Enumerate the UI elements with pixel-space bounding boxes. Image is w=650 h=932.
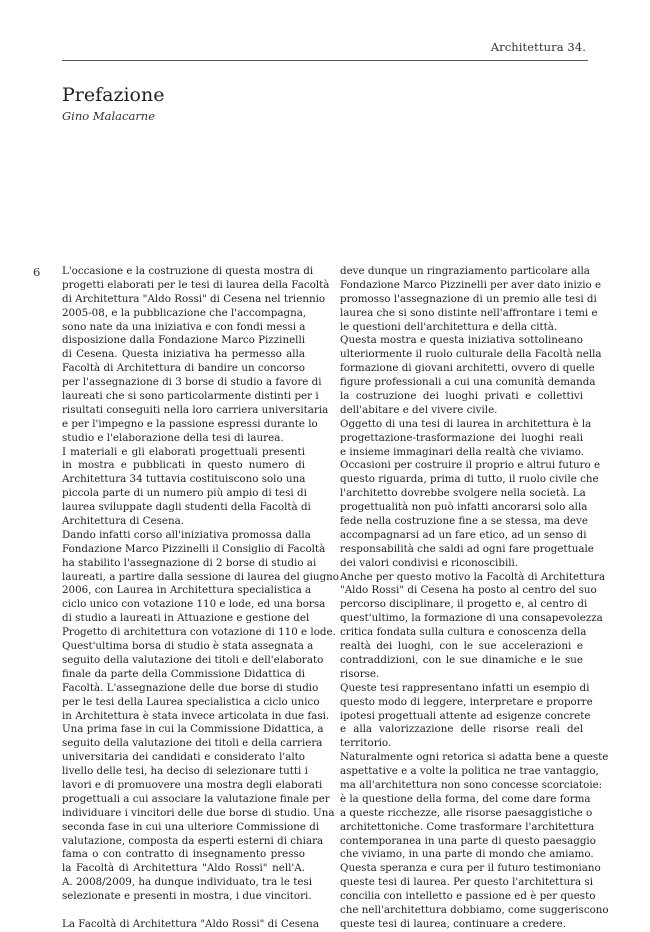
text-line: fede nella costruzione fine a se stessa, ma deve — [340, 515, 588, 528]
text-line: la Facoltà di Architettura "Aldo Rossi" nell'A. — [62, 862, 305, 875]
text-line: studio e l'elaborazione della tesi di laurea. — [62, 431, 284, 444]
text-line: universitaria dei candidati e considerato l'alto — [62, 751, 305, 764]
text-line: valutazione, composta da esperti esterni di chiara — [62, 834, 324, 847]
text-line: Oggetto di una tesi di laurea in architettura è la — [340, 417, 592, 430]
text-line: quest'ultimo, la formazione di una consapevolezza — [340, 612, 603, 625]
text-line: Naturalmente ogni retorica si adatta bene a queste — [340, 751, 609, 764]
text-line: La Facoltà di Architettura "Aldo Rossi" di Cesena — [62, 917, 319, 930]
text-line: queste tesi di laurea, continuare a credere. — [340, 917, 566, 930]
text-line: seguito della valutazione dei titoli e della carriera — [62, 737, 323, 750]
text-line: contemporanea in una parte di questo paesaggio — [340, 834, 596, 847]
text-line: è la questione della forma, del come dare forma — [340, 792, 591, 805]
text-line: "Aldo Rossi" di Cesena ha posto al centro del suo — [340, 584, 597, 597]
text-line: contraddizioni, con le sue dinamiche e le sue — [340, 653, 583, 666]
text-line: l'architetto dovrebbe svolgere nella società. La — [340, 487, 586, 500]
text-line: seguito della valutazione dei titoli e dell'elaborato — [62, 653, 324, 666]
text-line: di Architettura "Aldo Rossi" di Cesena nel triennio — [62, 292, 326, 305]
text-line: Facoltà. L'assegnazione delle due borse di studio — [62, 681, 319, 694]
text-line: questo modo di leggere, interpretare e proporre — [340, 695, 593, 708]
text-line: Questa speranza e cura per il futuro testimoniano — [340, 862, 601, 875]
text-line: Fondazione Marco Pizzinelli il Consiglio di Facoltà — [62, 542, 326, 555]
text-line: Questa mostra e questa iniziativa sottolineano — [340, 334, 583, 347]
text-line: che viviamo, in una parte di mondo che amiamo. — [340, 848, 594, 861]
text-line: la costruzione dei luoghi privati e collettivi — [340, 390, 583, 403]
text-line: disposizione dalla Fondazione Marco Pizzinelli — [62, 334, 306, 347]
text-line: I materiali e gli elaborati progettuali presenti — [62, 445, 305, 458]
text-column-right — [340, 265, 609, 932]
text-line: Facoltà di Architettura di bandire un concorso — [62, 362, 305, 375]
text-line: queste tesi di laurea. Per questo l'architettura si — [340, 876, 594, 889]
header-rule — [62, 60, 588, 61]
text-line: percorso disciplinare, il progetto e, al centro di — [340, 598, 588, 611]
text-line: di Cesena. Questa iniziativa ha permesso alla — [62, 348, 305, 361]
text-line: lavori e di promuovere una mostra degli elaborati — [62, 778, 323, 791]
text-line: concilia con intelletto e passione ed è per questo — [340, 890, 596, 903]
paragraph-gap — [62, 904, 305, 918]
text-line: laureati, a partire dalla sessione di laurea del giugno — [62, 570, 339, 583]
text-line: Dando infatti corso all'iniziativa promossa dalla — [62, 528, 311, 541]
text-line: 2006, con Laurea in Architettura specialistica a — [62, 584, 312, 597]
text-column-left — [62, 265, 339, 932]
text-line: critica fondata sulla cultura e conoscenza della — [340, 626, 587, 639]
text-line: livello delle tesi, ha deciso di selezionare tutti i — [62, 765, 308, 778]
text-line: le questioni dell'architettura e della città. — [340, 320, 558, 333]
text-line: dell'abitare e del vivere civile. — [340, 403, 498, 416]
text-line: per le tesi della Laurea specialistica a ciclo unico — [62, 695, 320, 708]
text-line: questo riguarda, prima di tutto, il ruolo civile che — [340, 473, 599, 486]
text-line: che nell'architettura dobbiamo, come suggeriscono — [340, 903, 609, 916]
text-line: ciclo unico con votazione 110 e lode, ed una borsa — [62, 598, 326, 611]
text-line: architettoniche. Come trasformare l'architettura — [340, 820, 595, 833]
text-line: Progetto di architettura con votazione di 110 e lode. — [62, 626, 336, 639]
text-line: Anche per questo motivo la Facoltà di Architettura — [340, 570, 606, 583]
text-line: progettuali a cui associare la valutazione finale per — [62, 792, 330, 805]
text-line: 2005-08, e la pubblicazione che l'accompagna, — [62, 306, 307, 319]
text-line: risultati conseguiti nella loro carriera universitaria — [62, 403, 329, 416]
text-line: in mostra e pubblicati in questo numero di — [62, 459, 305, 472]
text-line: e alla valorizzazione delle risorse reali del — [340, 723, 583, 736]
text-line: laurea che si sono distinte nell'affrontare i temi e — [340, 306, 598, 319]
text-line: piccola parte di un numero più ampio di tesi di — [62, 487, 307, 500]
text-line: ipotesi progettuali attente ad esigenze concrete — [340, 709, 591, 722]
text-line: territorio. — [340, 737, 392, 750]
text-line: Occasioni per costruire il proprio e altrui futuro e — [340, 459, 601, 472]
running-head: Architettura 34. — [490, 40, 586, 54]
text-line: progettazione-trasformazione dei luoghi reali — [340, 431, 583, 444]
text-line: Queste tesi rappresentano infatti un esempio di — [340, 681, 590, 694]
page-number: 6 — [33, 265, 41, 279]
text-line: e insieme immaginari della realtà che viviamo. — [340, 445, 585, 458]
text-line: progettualità non può infatti ancorarsi solo alla — [340, 501, 588, 514]
text-line: risorse. — [340, 667, 380, 680]
text-line: sono nate da una iniziativa e con fondi messi a — [62, 320, 306, 333]
text-line: di studio a laureati in Attuazione e gestione del — [62, 612, 310, 625]
text-line: finale da parte della Commissione Didattica di — [62, 667, 305, 680]
text-line: laurea sviluppate dagli studenti della Facoltà di — [62, 501, 311, 514]
text-line: figure professionali a cui una comunità demanda — [340, 376, 596, 389]
text-line: selezionate e presenti in mostra, i due vincitori. — [62, 890, 312, 903]
text-line: responsabilità che saldi ad ogni fare progettuale — [340, 542, 594, 555]
text-line: ma all'architettura non sono concesse scorciatoie: — [340, 778, 603, 791]
article-title: Prefazione — [62, 84, 165, 106]
text-line: Architettura 34 tuttavia costituiscono solo una — [62, 473, 306, 486]
article-author: Gino Malacarne — [62, 109, 156, 123]
text-line: formazione di giovani architetti, ovvero di quelle — [340, 362, 595, 375]
text-line: per l'assegnazione di 3 borse di studio a favore di — [62, 376, 322, 389]
text-line: fama o con contratto di insegnamento presso — [62, 848, 305, 861]
text-line: ulteriormente il ruolo culturale della Facoltà nella — [340, 348, 602, 361]
text-line: individuare i vincitori delle due borse di studio. Una — [62, 806, 335, 819]
text-line: in Architettura è stata invece articolata in due fasi. — [62, 709, 330, 722]
text-line: seconda fase in cui una ulteriore Commissione di — [62, 820, 320, 833]
text-line: aspettative e a volte la politica ne trae vantaggio, — [340, 765, 599, 778]
text-line: realtà dei luoghi, con le sue accelerazioni e — [340, 640, 583, 653]
text-line: Fondazione Marco Pizzinelli per aver dato inizio e — [340, 278, 602, 291]
text-line: progetti elaborati per le tesi di laurea della Facoltà — [62, 278, 330, 291]
text-line: L'occasione e la costruzione di questa mostra di — [62, 265, 314, 277]
text-line: a queste ricchezze, alle risorse paesaggistiche o — [340, 806, 593, 819]
text-line: laureati che si sono particolarmente distinti per i — [62, 390, 319, 403]
text-line: accompagnarsi ad un fare etico, ad un senso di — [340, 528, 587, 541]
text-line: A. 2008/2009, ha dunque individuato, tra le tesi — [62, 876, 313, 889]
text-line: promosso l'assegnazione di un premio alle tesi di — [340, 292, 597, 305]
text-line: Architettura di Cesena. — [62, 515, 185, 528]
text-line: deve dunque un ringraziamento particolare alla — [340, 265, 590, 277]
text-line: Una prima fase in cui la Commissione Didattica, a — [62, 723, 324, 736]
text-line: e per l'impegno e la passione espressi durante lo — [62, 417, 318, 430]
text-line: ha stabilito l'assegnazione di 2 borse di studio ai — [62, 556, 317, 569]
text-line: Quest'ultima borsa di studio è stata assegnata a — [62, 640, 314, 653]
text-line: dei valori condivisi e riconoscibili. — [340, 556, 519, 569]
